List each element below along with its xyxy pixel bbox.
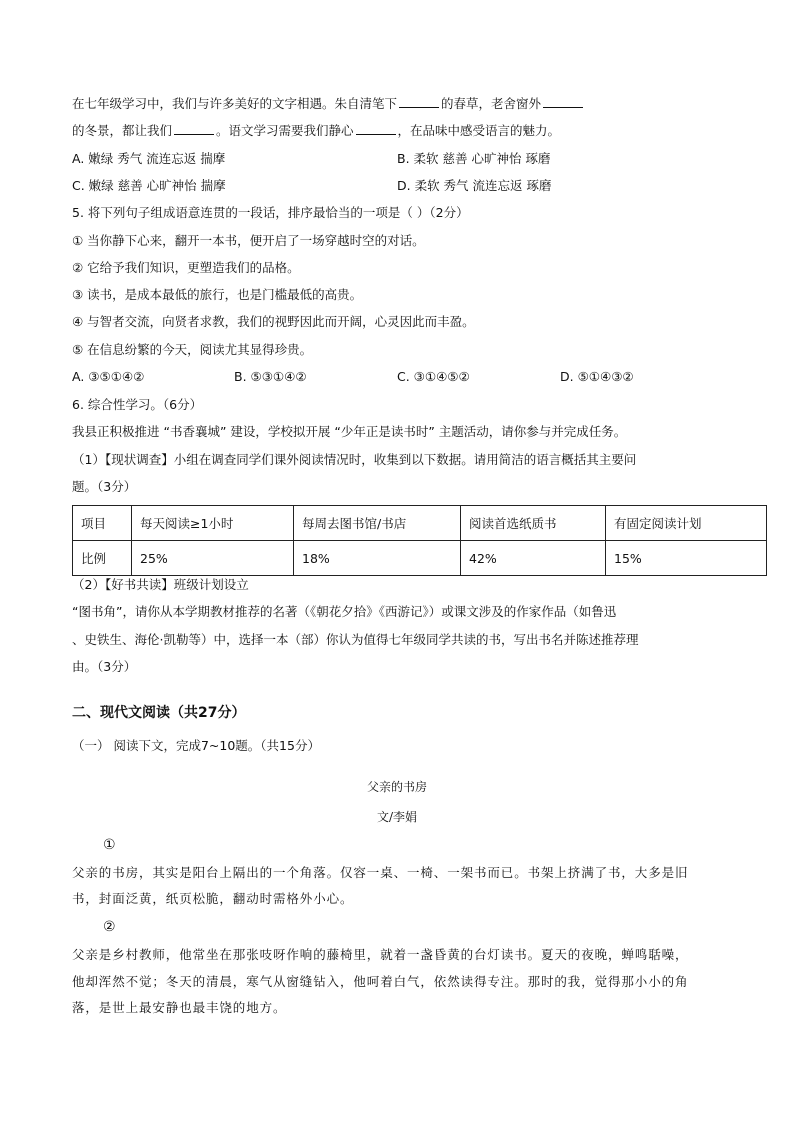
q4-option-d[interactable]: D. 柔软 秀气 流连忘返 琢磨	[397, 178, 552, 193]
article-line: 父亲的书房，其实是阳台上隔出的一个角落。仅容一桌、一椅、一架书而已。书架上挤满了书，大多是旧	[72, 865, 689, 880]
answer-blank	[399, 95, 439, 108]
table-header-row	[73, 506, 767, 541]
article-title: 父亲的书房	[366, 780, 427, 794]
paragraph-number: ②	[103, 919, 116, 935]
table-row	[73, 541, 767, 576]
article-line: 书，封面泛黄，纸页松脆，翻动时需格外小心。	[72, 891, 354, 906]
q4-option-a[interactable]: A. 嫩绿 秀气 流连忘返 揣摩	[72, 151, 226, 166]
article-line: 他却浑然不觉；冬天的清晨，寒气从窗缝钻入，他呵着白气，依然读得专注。那时的我，觉得那小小的角	[72, 974, 689, 989]
q6-sub2-line3: 由。（3分）	[72, 659, 137, 674]
q5-option-c[interactable]: C. ③①④⑤②	[397, 369, 470, 384]
table-cell: 42%	[461, 541, 606, 576]
q6-intro: 我县正积极推进 “书香襄城” 建设，学校拟开展 “少年正是读书时” 主题活动，请你参与并完成任务。	[72, 424, 627, 439]
table-cell: 15%	[606, 541, 767, 576]
section-subtitle: （一） 阅读下文，完成7~10题。（共15分）	[72, 738, 320, 753]
table-cell: 每天阅读≥1小时	[132, 506, 294, 541]
q6-sub2-title: （2）【好书共读】班级计划设立	[72, 577, 249, 592]
q5-option-d[interactable]: D. ⑤①④③②	[560, 369, 634, 384]
table-cell: 阅读首选纸质书	[461, 506, 606, 541]
survey-table	[72, 505, 767, 576]
q5-option-a[interactable]: A. ③⑤①④②	[72, 369, 145, 384]
q4-option-b[interactable]: B. 柔软 慈善 心旷神怡 琢磨	[397, 151, 551, 166]
table-cell: 项目	[73, 506, 132, 541]
article-line: 落，是世上最安静也最丰饶的地方。	[72, 1000, 287, 1015]
article-author: 文/李娟	[376, 810, 418, 824]
q5-sentence-3: ③ 读书，是成本最低的旅行，也是门槛最低的高贵。	[72, 287, 363, 302]
q5-sentence-2: ② 它给予我们知识，更塑造我们的品格。	[72, 260, 300, 275]
q6-stem: 6. 综合性学习。（6分）	[72, 397, 203, 412]
answer-blank	[543, 95, 583, 108]
q5-sentence-1: ① 当你静下心来，翻开一本书，便开启了一场穿越时空的对话。	[72, 233, 425, 248]
table-cell: 比例	[73, 541, 132, 576]
q4-option-c[interactable]: C. 嫩绿 慈善 心旷神怡 揣摩	[72, 178, 226, 193]
q5-sentence-4: ④ 与智者交流，向贤者求教，我们的视野因此而开阔，心灵因此而丰盈。	[72, 314, 475, 329]
section-title: 二、现代文阅读（共27分）	[72, 705, 246, 721]
answer-blank	[174, 122, 214, 135]
q5-sentence-5: ⑤ 在信息纷繁的今天，阅读尤其显得珍贵。	[72, 342, 313, 357]
paragraph-number: ①	[103, 837, 116, 853]
answer-blank	[356, 122, 396, 135]
q6-sub2-line1: “图书角”，请你从本学期教材推荐的名著（《朝花夕拾》《西游记》）或课文涉及的作家作品（如鲁迅	[72, 604, 617, 619]
q5-stem: 5. 将下列句子组成语意连贯的一段话，排序最恰当的一项是（ ）（2分）	[72, 205, 469, 220]
table-cell: 25%	[132, 541, 294, 576]
table-cell: 18%	[294, 541, 461, 576]
q5-option-b[interactable]: B. ⑤③①④②	[234, 369, 307, 384]
q4-line2: 的冬景，都让我们 。语文学习需要我们静心 ，在品味中感受语言的魅力。	[72, 123, 561, 138]
table-cell: 每周去图书馆/书店	[294, 506, 461, 541]
q6-sub1-line2: 题。（3分）	[72, 479, 137, 494]
article-line: 父亲是乡村教师，他常坐在那张吱呀作响的藤椅里，就着一盏昏黄的台灯读书。夏天的夜晚，蝉鸣聒噪，	[72, 947, 689, 962]
q4-line1: 在七年级学习中，我们与许多美好的文字相遇。朱自清笔下 的春草，老舍窗外	[72, 95, 585, 113]
q6-sub2-line2: 、史铁生、海伦·凯勒等）中，选择一本（部）你认为值得七年级同学共读的书，写出书名并陈述推荐理	[72, 632, 639, 647]
q6-sub1-line1: （1）【现状调查】小组在调查同学们课外阅读情况时，收集到以下数据。请用简洁的语言概括其主要问	[72, 452, 637, 467]
table-cell: 有固定阅读计划	[606, 506, 767, 541]
